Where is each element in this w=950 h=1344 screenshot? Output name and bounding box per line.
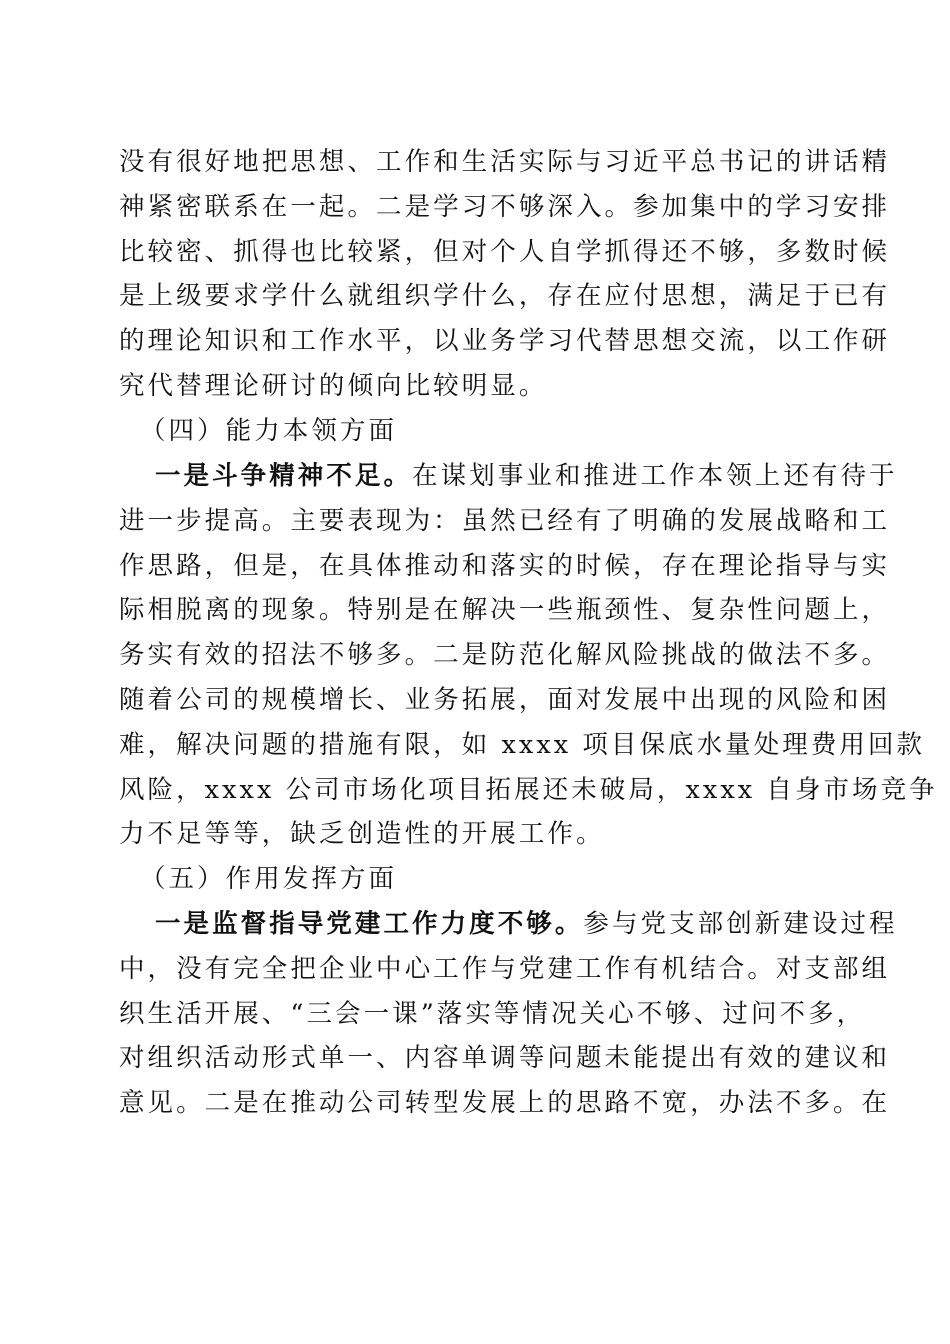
text-line	[119, 902, 898, 947]
paragraph-first-line-text: 在谋划事业和推进工作本领上还有待于	[412, 461, 898, 491]
text-line: 究代替理论研讨的倾向比较明显。	[119, 370, 548, 401]
text-line: 力不足等等，缺乏创造性的开展工作。	[119, 819, 605, 850]
text-line: 随着公司的规模增长、业务拓展，面对发展中出现的风险和困	[119, 684, 891, 715]
text-line: 意见。二是在推动公司转型发展上的思路不宽，办法不多。在	[119, 1088, 891, 1119]
text-line: 难，解决问题的措施有限，如 xxxx 项目保底水量处理费用回款	[119, 729, 926, 760]
text-line: 的理论知识和工作水平，以业务学习代替思想交流，以工作研	[119, 326, 891, 357]
text-line: 没有很好地把思想、工作和生活实际与习近平总书记的讲话精	[119, 147, 891, 177]
text-line	[119, 454, 898, 499]
paragraph-capability	[119, 454, 938, 857]
text-line: 际相脱离的现象。特别是在解决一些瓶颈性、复杂性问题上，	[119, 595, 891, 626]
section-heading-role: （五）作用发挥方面	[140, 864, 398, 894]
text-line: 对组织活动形式单一、内容单调等问题未能提出有效的建议和	[119, 1043, 891, 1074]
text-line: 风险，xxxx 公司市场化项目拓展还未破局，xxxx 自身市场竞争	[119, 774, 938, 805]
paragraph-lead-bold: 一是监督指导党建工作力度不够。	[155, 909, 584, 939]
paragraph-role	[119, 902, 898, 1126]
section-heading-capability: （四）能力本领方面	[140, 416, 398, 446]
text-line: 务实有效的招法不够多。二是防范化解风险挑战的做法不多。	[119, 640, 891, 671]
text-line: 是上级要求学什么就组织学什么，存在应付思想，满足于已有	[119, 281, 891, 312]
text-line: 比较密、抓得也比较紧，但对个人自学抓得还不够，多数时候	[119, 236, 891, 267]
text-line: 神紧密联系在一起。二是学习不够深入。参加集中的学习安排	[119, 191, 891, 222]
text-line: 进一步提高。主要表现为：虽然已经有了明确的发展战略和工	[119, 505, 891, 536]
paragraph-first-line-text: 参与党支部创新建设过程	[583, 909, 898, 939]
paragraph-study-issues	[119, 140, 891, 409]
text-line: 作思路，但是，在具体推动和落实的时候，存在理论指导与实	[119, 550, 891, 581]
text-line: 织生活开展、“三会一课”落实等情况关心不够、过问不多，	[119, 998, 866, 1029]
text-line: 中，没有完全把企业中心工作与党建工作有机结合。对支部组	[119, 953, 891, 984]
paragraph-lead-bold: 一是斗争精神不足。	[155, 461, 413, 491]
